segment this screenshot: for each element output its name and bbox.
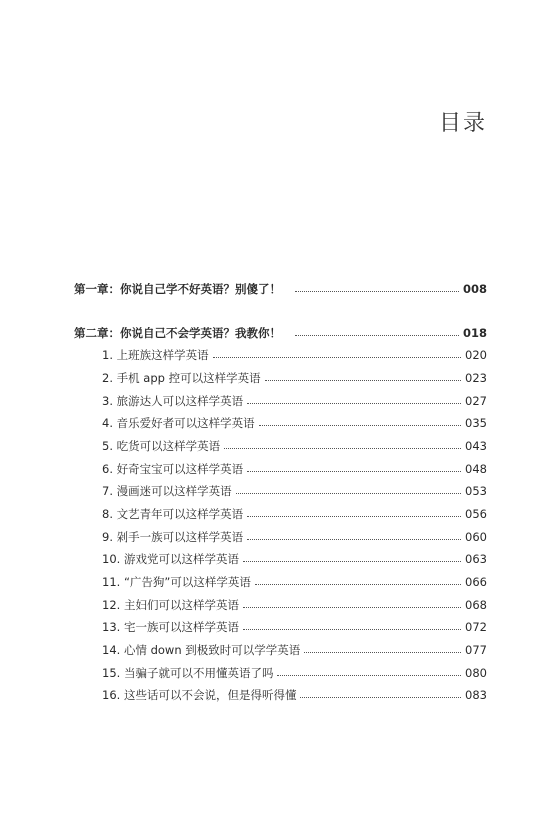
section-title: 15. 当骗子就可以不用懂英语了吗	[102, 666, 274, 680]
toc-section-10[interactable]	[0, 549, 559, 569]
section-title: 14. 心情 down 到极致时可以学学英语	[102, 643, 301, 657]
section-title: 16. 这些话可以不会说，但是得听得懂	[102, 688, 297, 702]
page-number: 023	[465, 371, 487, 385]
dot-leader	[243, 629, 461, 630]
page-number: 008	[462, 282, 487, 296]
dot-leader	[243, 561, 461, 562]
page-number: 077	[465, 643, 487, 657]
section-title: 4. 音乐爱好者可以这样学英语	[102, 416, 255, 430]
toc-section-4[interactable]	[0, 413, 559, 433]
page-number: 053	[465, 484, 487, 498]
dot-leader	[247, 403, 461, 404]
toc-section-16[interactable]	[0, 685, 559, 705]
toc-section-7[interactable]	[0, 481, 559, 501]
toc-section-2[interactable]	[0, 368, 559, 388]
page-number: 035	[465, 416, 487, 430]
page-number: 063	[465, 552, 487, 566]
section-title: 7. 漫画迷可以这样学英语	[102, 484, 232, 498]
page-number: 068	[465, 598, 487, 612]
dot-leader	[247, 471, 461, 472]
toc-section-14[interactable]	[0, 640, 559, 660]
dot-leader	[213, 357, 461, 358]
page-number: 048	[465, 462, 487, 476]
dot-leader	[295, 335, 459, 336]
page-number: 056	[465, 507, 487, 521]
toc-section-8[interactable]	[0, 504, 559, 524]
toc-section-12[interactable]	[0, 595, 559, 615]
chapter-title: 第一章：你说自己学不好英语？别傻了！	[74, 282, 281, 296]
section-title: 6. 好奇宝宝可以这样学英语	[102, 462, 244, 476]
toc-section-13[interactable]	[0, 617, 559, 637]
page-number: 066	[465, 575, 487, 589]
page-number: 043	[465, 439, 487, 453]
dot-leader	[255, 584, 461, 585]
section-title: 12. 主妇们可以这样学英语	[102, 598, 239, 612]
chapter-title: 第二章：你说自己不会学英语？我教你！	[74, 326, 281, 340]
section-title: 3. 旅游达人可以这样学英语	[102, 394, 244, 408]
page-number: 083	[465, 688, 487, 702]
toc-section-6[interactable]	[0, 459, 559, 479]
section-title: 5. 吃货可以这样学英语	[102, 439, 221, 453]
section-title: 9. 剁手一族可以这样学英语	[102, 530, 244, 544]
page-title: 目录	[438, 111, 487, 136]
dot-leader	[277, 675, 461, 676]
dot-leader	[300, 697, 461, 698]
toc-section-3[interactable]	[0, 391, 559, 411]
dot-leader	[247, 516, 461, 517]
dot-leader	[243, 607, 461, 608]
page-number: 072	[465, 620, 487, 634]
toc-section-11[interactable]	[0, 572, 559, 592]
toc-chapter-1[interactable]	[0, 279, 559, 299]
page-number: 018	[462, 326, 487, 340]
section-title: 8. 文艺青年可以这样学英语	[102, 507, 244, 521]
dot-leader	[265, 380, 461, 381]
page-number: 060	[465, 530, 487, 544]
dot-leader	[224, 448, 461, 449]
dot-leader	[295, 291, 459, 292]
toc-section-9[interactable]	[0, 527, 559, 547]
dot-leader	[247, 539, 461, 540]
toc-section-5[interactable]	[0, 436, 559, 456]
toc-section-15[interactable]	[0, 663, 559, 683]
dot-leader	[259, 425, 461, 426]
toc-section-1[interactable]	[0, 345, 559, 365]
page-number: 080	[465, 666, 487, 680]
section-title: 10. 游戏党可以这样学英语	[102, 552, 239, 566]
section-title: 13. 宅一族可以这样学英语	[102, 620, 239, 634]
dot-leader	[236, 493, 461, 494]
page-number: 020	[465, 348, 487, 362]
toc-chapter-2[interactable]	[0, 323, 559, 343]
dot-leader	[304, 652, 461, 653]
section-title: 11. “广告狗”可以这样学英语	[102, 575, 251, 589]
page-number: 027	[465, 394, 487, 408]
section-title: 1. 上班族这样学英语	[102, 348, 209, 362]
section-title: 2. 手机 app 控可以这样学英语	[102, 371, 261, 385]
